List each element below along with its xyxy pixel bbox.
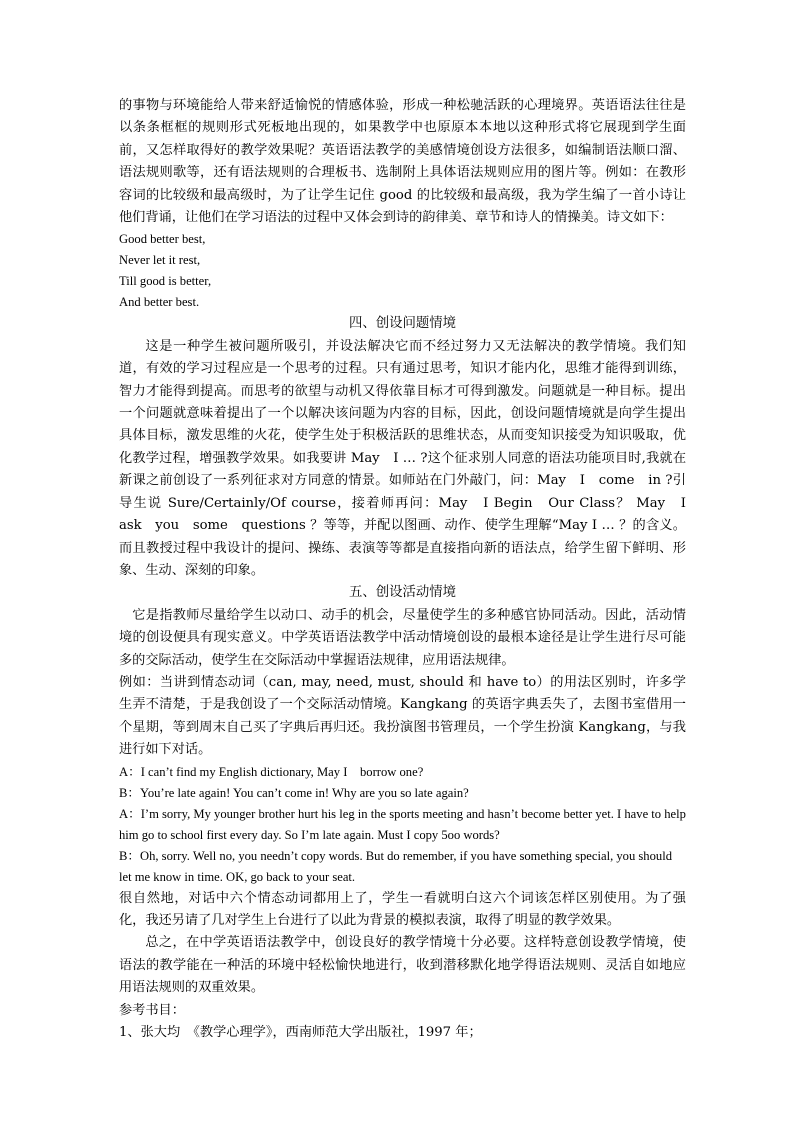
- section-heading-4: 四、创设问题情境: [348, 316, 457, 332]
- reference-item: 1、张大均 《教学心理学》，西南师范大学出版社，1997 年；: [119, 1025, 482, 1040]
- paragraph-conclusion: 总之，在中学英语语法教学中，创设良好的教学情境十分必要。这样特意创设教学情境，使语法的教学能在一种活的环境中轻松愉快地进行，收到潜移默化地学得语法规则、灵活自如地应用语法规则的双重效果。: [119, 935, 686, 996]
- dialogue-line: B：You’re late again! You can’t come in! Why are you so late again?: [119, 785, 469, 800]
- paragraph-section5-2: 例如：当讲到情态动词（can, may, need, must, should 和 have to）的用法区别时，许多学生弄不清楚，于是我创设了一个交际活动情境。Kangkang 的英语字典丢失了，去图书室借用一个星期，等到周末自己买了字典后再归还。我扮演图书管理员，一个学生扮演 Kangkang，与我进行如下对话。: [119, 674, 686, 758]
- poem: [119, 229, 686, 313]
- dialogue-line: A：I’m sorry, My younger brother hurt his leg in the sports meeting and hasn’t become better yet. I have to help him go to school first every day. So I’m late again. Must I copy 5oo words?: [119, 806, 686, 842]
- poem-line: Good better best,: [119, 232, 206, 247]
- dialogue: [119, 762, 686, 888]
- references-title: 参考书目：: [119, 1002, 185, 1018]
- paragraph-intro: 的事物与环境能给人带来舒适愉悦的情感体验，形成一种松驰活跃的心理境界。英语语法往往是以条条框框的规则形式死板地出现的，如果教学中也原原本本地以这种形式将它展现到学生面前，又怎样取得好的教学效果呢？英语语法教学的美感情境创设方法很多，如编制语法顺口溜、语法规则歌等，还有语法规则的合理板书、选制附上具体语法规则应用的图片等。例如：在教形容词的比较级和最高级时，为了让学生记住 good 的比较级和最高级，我为学生编了一首小诗让他们背诵，让他们在学习语法的过程中又体会到诗的韵律美、章节和诗人的情操美。诗文如下：: [119, 98, 686, 226]
- poem-line: Never let it rest,: [119, 253, 201, 268]
- dialogue-line: A：I can’t find my English dictionary, May I borrow one?: [119, 764, 424, 779]
- paragraph-section4: 这是一种学生被问题所吸引，并设法解决它而不经过努力又无法解决的教学情境。我们知道，有效的学习过程应是一个思考的过程。只有通过思考，知识才能内化，思维才能得到训练，智力才能得到提高。而思考的欲望与动机又得依靠目标才可得到激发。问题就是一种目标。提出一个问题就意味着提出了一个以解决该问题为内容的目标，因此，创设问题情境就是向学生提出具体目标，激发思维的火花，使学生处于积极活跃的思维状态，从而变知识接受为知识吸取，优化教学过程，增强教学效果。如我要讲 May I … ?这个征求别人同意的语法功能项目时,我就在新课之前创设了一系列征求对方同意的情景。如师站在门外敲门，问：May I come in ?引导生说 Sure/Certainly/Of course，接着师再问：May I Begin Our Class？ May I ask you some questions ？等等，并配以图画、动作、使学生理解“May I … ？的含义。而且教授过程中我设计的提问、操练、表演等等都是直接指向新的语法点，给学生留下鲜明、形象、生动、深刻的印象。: [119, 338, 700, 578]
- poem-line: And better best.: [119, 295, 200, 310]
- paragraph-section5-1: 它是指教师尽量给学生以动口、动手的机会，尽量使学生的多种感官协同活动。因此，活动情境的创设便具有现实意义。中学英语语法教学中活动情境创设的最根本途径是让学生进行尽可能多的交际活动，使学生在交际活动中掌握语法规律，应用语法规律。: [119, 607, 686, 668]
- dialogue-line: B：Oh, sorry. Well no, you needn’t copy words. But do remember, if you have something special, you should let me know in time. OK, go back to your seat.: [119, 848, 672, 884]
- document-body: [119, 95, 700, 1044]
- paragraph-after-dialogue: 很自然地，对话中六个情态动词都用上了，学生一看就明白这六个词该怎样区别使用。为了强化，我还另请了几对学生上台进行了以此为背景的模拟表演，取得了明显的教学效果。: [119, 890, 686, 928]
- poem-line: Till good is better,: [119, 274, 212, 289]
- section-heading-5: 五、创设活动情境: [348, 585, 457, 601]
